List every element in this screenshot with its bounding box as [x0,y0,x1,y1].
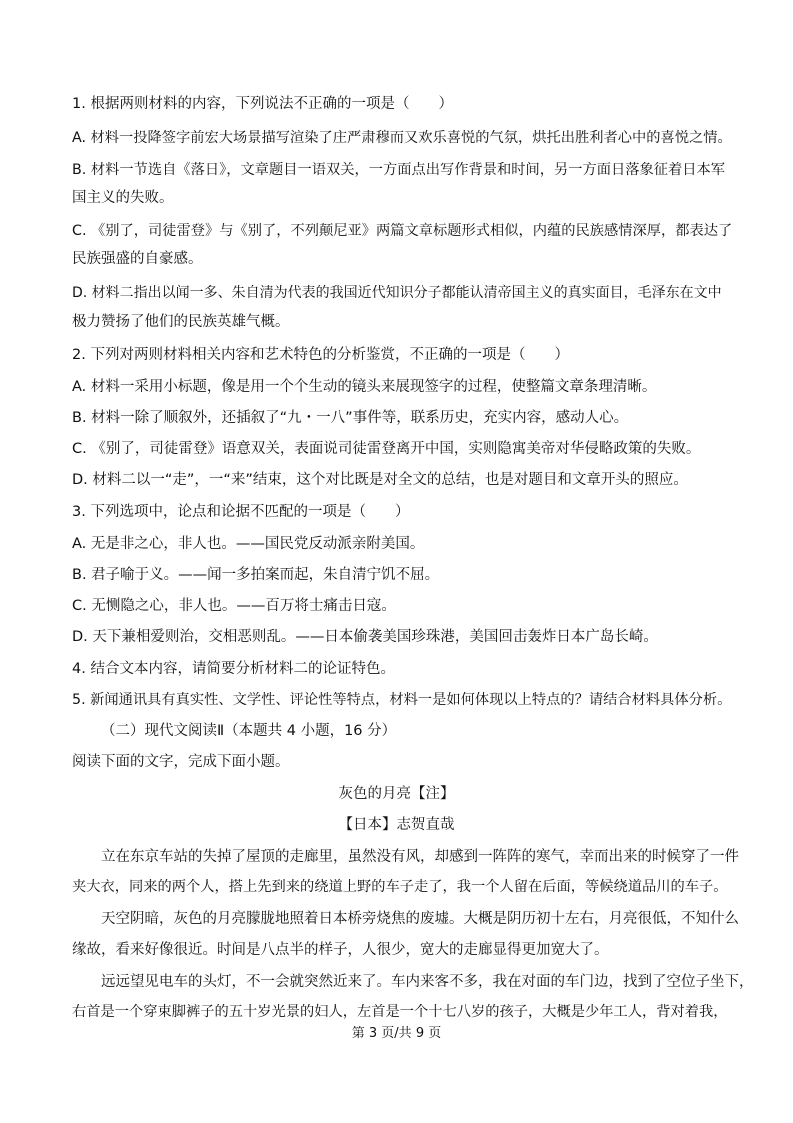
story-paragraph-2: 天空阴暗，灰色的月亮朦胧地照着日本桥旁烧焦的废墟。大概是阴历初十左右，月亮很低，不知什么 [101,911,739,927]
story-paragraph-3-continued: 右首是一个穿束脚裤子的五十岁光景的妇人，左首是一个十七八岁的孩子，大概是少年工人，背对着我， [72,1004,728,1020]
q3-option-c: C. 无恻隐之心，非人也。——百万将士痛击日寇。 [72,598,396,614]
q3-stem: 3. 下列选项中，论点和论据不匹配的一项是（ ） [72,504,410,520]
q2-option-d: D. 材料二以一“走”，一“来”结束，这个对比既是对全文的总结，也是对题目和文章开头的照应。 [72,472,688,488]
section-heading: （二）现代文阅读Ⅱ（本题共 4 小题，16 分） [101,723,397,739]
q3-option-d: D. 天下兼相爱则治，交相恶则乱。——日本偷袭美国珍珠港，美国回击轰炸日本广岛长崎。 [72,629,658,645]
q1-option-d: D. 材料二指出以闻一多、朱自清为代表的我国近代知识分子都能认清帝国主义的真实面目，毛泽东在文中 [72,285,722,301]
q1-option-d-continued: 极力赞扬了他们的民族英雄气概。 [72,314,290,330]
q2-option-b: B. 材料一除了顺叙外，还插叙了“九・一八”事件等，联系历史，充实内容，感动人心。 [72,410,629,426]
q1-option-a: A. 材料一投降签字前宏大场景描写渲染了庄严肃穆而又欢乐喜悦的气氛，烘托出胜利者心中的喜悦之情。 [72,130,732,146]
story-paragraph-1: 立在东京车站的失掉了屋顶的走廊里，虽然没有风，却感到一阵阵的寒气，幸而出来的时候穿了一件 [101,849,739,865]
q2-option-c: C. 《别了，司徒雷登》语意双关，表面说司徒雷登离开中国，实则隐寓美帝对华侵略政策的失败。 [72,441,701,457]
q3-option-a: A. 无是非之心，非人也。——国民党反动派亲附美国。 [72,536,425,552]
q2-option-a: A. 材料一采用小标题，像是用一个个生动的镜头来展现签字的过程，使整篇文章条理清晰。 [72,379,657,395]
q3-option-b: B. 君子喻于义。——闻一多拍案而起，朱自清宁饥不屈。 [72,567,440,583]
q1-stem: 1. 根据两则材料的内容，下列说法不正确的一项是（ ） [72,96,453,112]
q1-option-c-continued: 民族强盛的自豪感。 [72,251,203,267]
section-instruction: 阅读下面的文字，完成下面小题。 [72,754,290,770]
q1-option-b-continued: 国主义的失败。 [72,190,174,206]
q2-stem: 2. 下列对两则材料相关内容和艺术特色的分析鉴赏，不正确的一项是（ ） [72,347,569,363]
q4-stem: 4. 结合文本内容，请简要分析材料二的论证特色。 [72,661,395,677]
q5-stem: 5. 新闻通讯具有真实性、文学性、评论性等特点，材料一是如何体现以上特点的？请结合材料具体分析。 [72,692,732,708]
q1-option-c: C. 《别了，司徒雷登》与《别了，不列颠尼亚》两篇文章标题形式相似，内蕴的民族感情深厚，都表达了 [72,223,733,239]
page-footer: 第 3 页/共 9 页 [351,1026,442,1041]
story-title: 灰色的月亮【注】 [338,786,455,802]
story-paragraph-2-continued: 缘故，看来好像很近。时间是八点半的样子，人很少，宽大的走廊显得更加宽大了。 [72,942,609,958]
q1-option-b: B. 材料一节选自《落日》，文章题目一语双关，一方面点出写作背景和时间，另一方面日落象征着日本军 [72,162,725,178]
story-paragraph-3: 远远望见电车的头灯，不一会就突然近来了。车内来客不多，我在对面的车门边，找到了空位子坐下， [101,974,754,990]
story-paragraph-1-continued: 夹大衣，同来的两个人，搭上先到来的绕道上野的车子走了，我一个人留在后面，等候绕道品川的车子。 [72,879,728,895]
story-author: 【日本】志贺直哉 [338,817,455,833]
